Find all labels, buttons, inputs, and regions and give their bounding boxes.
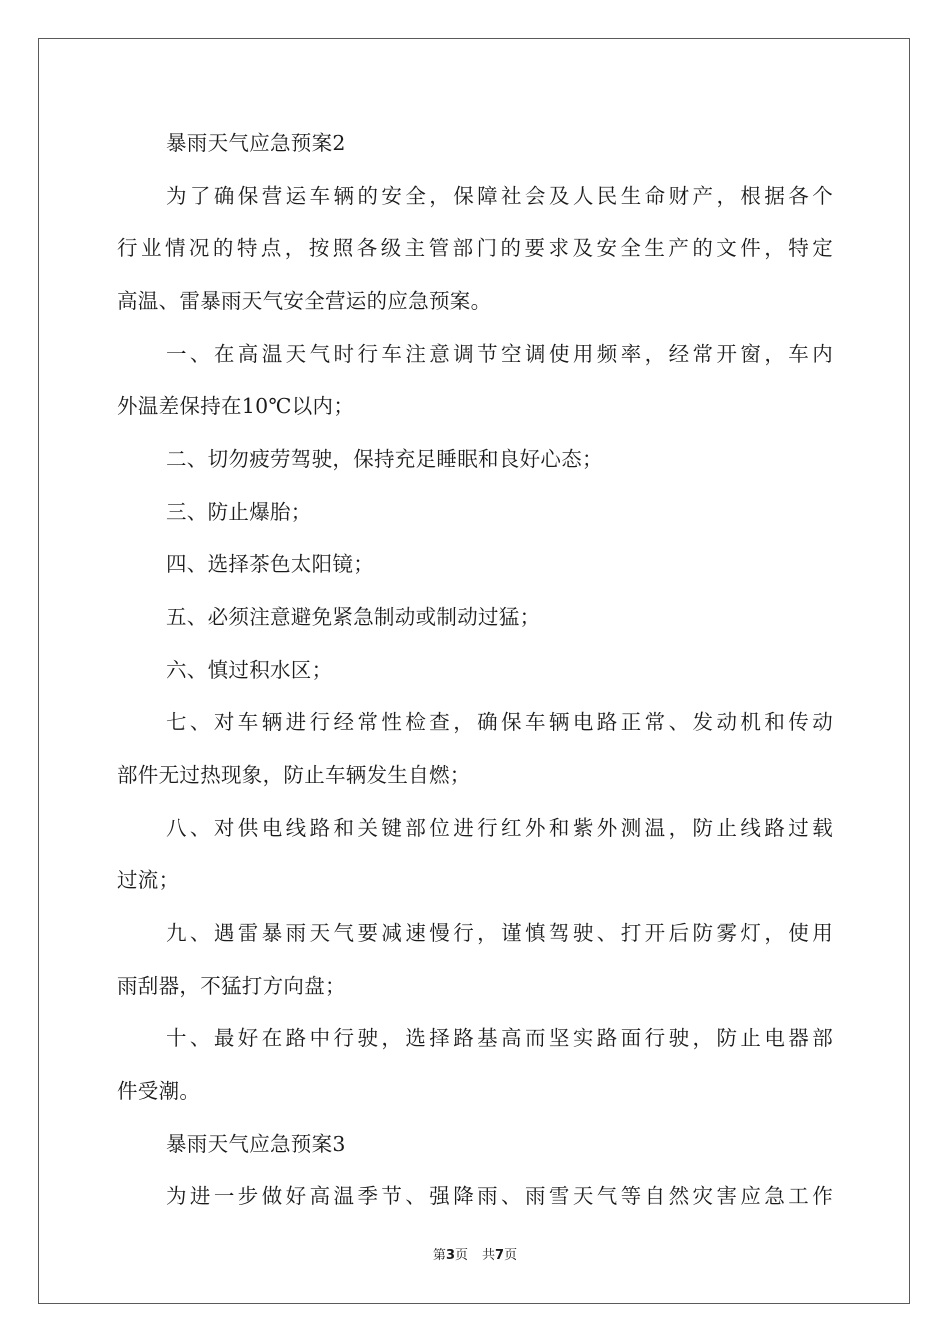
list-item: 五、必须注意避免紧急制动或制动过猛； [166,605,541,629]
list-item: 三、防止爆胎； [166,500,312,524]
list-item-continuation: 雨刮器，不猛打方向盘； [117,974,346,998]
total-pages: 7 [495,1248,505,1263]
list-item: 一、在高温天气时行车注意调节空调使用频率，经常开窗，车内 [166,342,833,366]
paragraph-line: 高温、雷暴雨天气安全营运的应急预案。 [117,289,492,313]
list-item-continuation: 过流； [117,868,180,892]
list-item: 七、对车辆进行经常性检查，确保车辆电路正常、发动机和传动 [166,710,833,734]
page-number: 3 [445,1248,455,1263]
page-prefix: 第 [432,1248,446,1263]
document-body [117,130,833,1210]
list-item-continuation: 件受潮。 [117,1079,201,1103]
paragraph-line: 为进一步做好高温季节、强降雨、雨雪天气等自然灾害应急工作 [166,1184,833,1208]
page-suffix: 页 [454,1248,468,1263]
paragraph-line: 为了确保营运车辆的安全，保障社会及人民生命财产，根据各个 [166,184,833,208]
list-item: 十、最好在路中行驶，选择路基高而坚实路面行驶，防止电器部 [166,1026,833,1050]
paragraph-line: 行业情况的特点，按照各级主管部门的要求及安全生产的文件，特定 [117,236,833,260]
section-heading: 暴雨天气应急预案3 [166,1132,346,1156]
list-item: 六、慎过积水区； [166,658,333,682]
total-suffix: 页 [504,1248,518,1263]
page-footer [0,1248,950,1264]
list-item-continuation: 部件无过热现象，防止车辆发生自燃； [117,763,471,787]
list-item: 九、遇雷暴雨天气要减速慢行，谨慎驾驶、打开后防雾灯，使用 [166,921,833,945]
section-heading: 暴雨天气应急预案2 [166,131,346,155]
list-item-continuation: 外温差保持在10℃以内； [117,394,355,418]
list-item: 四、选择茶色太阳镜； [166,552,374,576]
total-prefix: 共 [482,1248,496,1263]
list-item: 二、切勿疲劳驾驶，保持充足睡眠和良好心态； [166,447,603,471]
list-item: 八、对供电线路和关键部位进行红外和紫外测温，防止线路过载 [166,816,833,840]
